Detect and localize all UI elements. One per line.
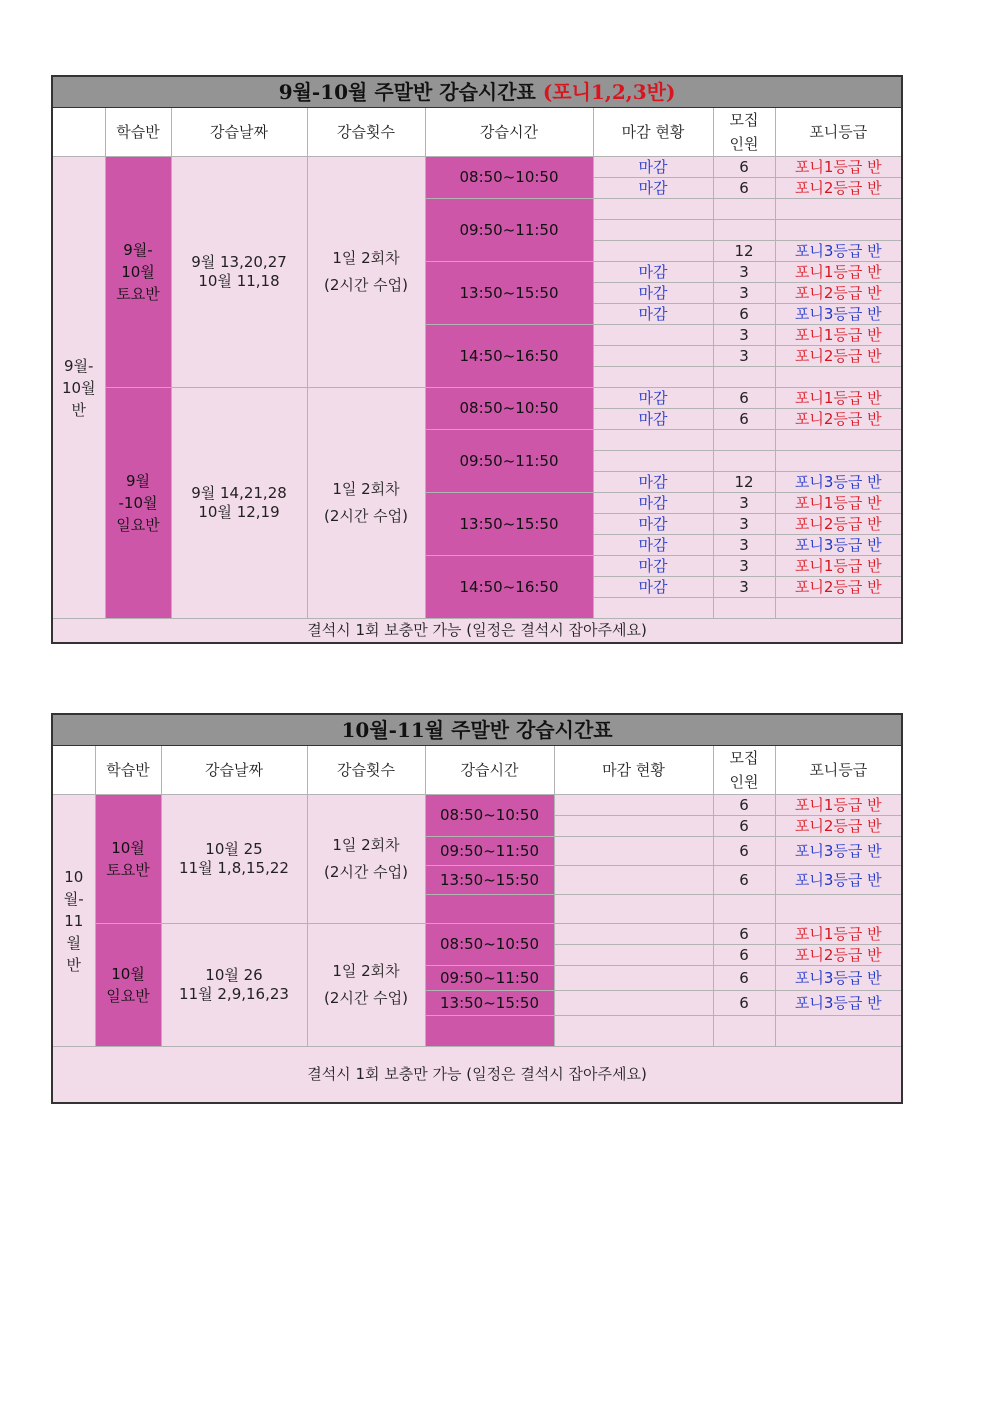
status-cell: 마감 — [593, 514, 713, 535]
header-grade: 포니등급 — [775, 746, 902, 795]
recruit-cell — [713, 1016, 775, 1047]
recruit-cell: 6 — [713, 388, 775, 409]
title-highlight: (포니1,2,3반) — [542, 79, 676, 104]
table-title — [52, 76, 902, 108]
grade-cell: 포니1등급 반 — [775, 388, 902, 409]
grade-cell — [775, 451, 902, 472]
grade-cell: 포니2등급 반 — [775, 816, 902, 837]
dates-sunday: 9월 14,21,28 10월 12,19 — [171, 388, 307, 619]
status-cell — [554, 816, 713, 837]
grade-cell: 포니3등급 반 — [775, 535, 902, 556]
recruit-cell: 6 — [713, 795, 775, 816]
recruit-cell — [713, 367, 775, 388]
header-count: 강습횟수 — [307, 746, 425, 795]
recruit-cell — [713, 598, 775, 619]
header-recruit: 모집 인원 — [713, 108, 775, 157]
recruit-cell: 3 — [713, 262, 775, 283]
grade-cell: 포니3등급 반 — [775, 866, 902, 895]
time-slot: 08:50~10:50 — [425, 157, 593, 199]
status-cell: 마감 — [593, 157, 713, 178]
status-cell — [593, 325, 713, 346]
recruit-cell: 3 — [713, 535, 775, 556]
recruit-cell: 6 — [713, 178, 775, 199]
recruit-cell: 6 — [713, 866, 775, 895]
dates-saturday: 9월 13,20,27 10월 11,18 — [171, 157, 307, 388]
status-cell: 마감 — [593, 472, 713, 493]
recruit-cell: 3 — [713, 577, 775, 598]
recruit-cell: 3 — [713, 325, 775, 346]
grade-cell — [775, 1016, 902, 1047]
grade-cell — [775, 895, 902, 924]
header-dates: 강습날짜 — [161, 746, 307, 795]
status-cell — [554, 866, 713, 895]
grade-cell: 포니1등급 반 — [775, 795, 902, 816]
title-text: 9월-10월 주말반 강습시간표 — [278, 79, 536, 104]
header-status: 마감 현황 — [593, 108, 713, 157]
grade-cell: 포니2등급 반 — [775, 945, 902, 966]
recruit-cell — [713, 199, 775, 220]
recruit-cell: 6 — [713, 924, 775, 945]
recruit-cell: 6 — [713, 966, 775, 991]
status-cell — [554, 895, 713, 924]
header-recruit: 모집 인원 — [713, 746, 775, 795]
recruit-cell — [713, 451, 775, 472]
grade-cell: 포니3등급 반 — [775, 241, 902, 262]
count-saturday: 1일 2회차 (2시간 수업) — [307, 157, 425, 388]
schedule-table-oct-nov — [51, 713, 903, 1104]
dates-saturday: 10월 25 11월 1,8,15,22 — [161, 795, 307, 924]
grade-cell: 포니3등급 반 — [775, 472, 902, 493]
header-status: 마감 현황 — [554, 746, 713, 795]
status-cell — [593, 346, 713, 367]
recruit-cell: 6 — [713, 157, 775, 178]
count-sunday: 1일 2회차 (2시간 수업) — [307, 924, 425, 1047]
status-cell — [554, 991, 713, 1016]
grade-cell: 포니2등급 반 — [775, 346, 902, 367]
grade-cell — [775, 220, 902, 241]
grade-cell: 포니1등급 반 — [775, 325, 902, 346]
header-empty — [52, 746, 95, 795]
status-cell — [593, 199, 713, 220]
header-grade: 포니등급 — [775, 108, 902, 157]
status-cell — [554, 795, 713, 816]
status-cell: 마감 — [593, 178, 713, 199]
status-cell — [593, 241, 713, 262]
grade-cell: 포니1등급 반 — [775, 493, 902, 514]
count-sunday: 1일 2회차 (2시간 수업) — [307, 388, 425, 619]
grade-cell — [775, 199, 902, 220]
header-empty — [52, 108, 105, 157]
status-cell — [554, 837, 713, 866]
status-cell — [554, 1016, 713, 1047]
grade-cell: 포니2등급 반 — [775, 577, 902, 598]
status-cell: 마감 — [593, 388, 713, 409]
time-slot: 13:50~15:50 — [425, 493, 593, 556]
header-class: 학습반 — [105, 108, 171, 157]
grade-cell: 포니2등급 반 — [775, 178, 902, 199]
grade-cell: 포니1등급 반 — [775, 262, 902, 283]
recruit-cell: 6 — [713, 837, 775, 866]
recruit-cell: 6 — [713, 991, 775, 1016]
time-slot: 09:50~11:50 — [425, 430, 593, 493]
time-slot: 14:50~16:50 — [425, 325, 593, 388]
time-slot: 08:50~10:50 — [425, 795, 554, 837]
header-class: 학습반 — [95, 746, 161, 795]
recruit-cell: 3 — [713, 556, 775, 577]
recruit-cell: 3 — [713, 346, 775, 367]
recruit-cell: 12 — [713, 241, 775, 262]
status-cell: 마감 — [593, 262, 713, 283]
status-cell: 마감 — [593, 283, 713, 304]
status-cell: 마감 — [593, 535, 713, 556]
time-slot — [425, 895, 554, 924]
status-cell: 마감 — [593, 577, 713, 598]
class-saturday: 9월- 10월 토요반 — [105, 157, 171, 388]
time-slot: 08:50~10:50 — [425, 388, 593, 430]
recruit-cell: 3 — [713, 283, 775, 304]
recruit-cell: 6 — [713, 304, 775, 325]
status-cell — [554, 945, 713, 966]
recruit-cell: 3 — [713, 514, 775, 535]
period-cell: 9월- 10월 반 — [52, 157, 105, 619]
status-cell — [593, 598, 713, 619]
grade-cell: 포니3등급 반 — [775, 966, 902, 991]
time-slot: 14:50~16:50 — [425, 556, 593, 619]
period-cell: 10 월- 11 월 반 — [52, 795, 95, 1047]
recruit-cell: 3 — [713, 493, 775, 514]
grade-cell — [775, 430, 902, 451]
table-title — [52, 714, 902, 746]
class-saturday: 10월 토요반 — [95, 795, 161, 924]
schedule-table-sep-oct — [51, 75, 903, 644]
status-cell: 마감 — [593, 556, 713, 577]
recruit-cell — [713, 220, 775, 241]
time-slot — [425, 1016, 554, 1047]
time-slot: 09:50~11:50 — [425, 837, 554, 866]
grade-cell: 포니2등급 반 — [775, 283, 902, 304]
grade-cell — [775, 598, 902, 619]
grade-cell: 포니1등급 반 — [775, 556, 902, 577]
status-cell: 마감 — [593, 409, 713, 430]
time-slot: 08:50~10:50 — [425, 924, 554, 966]
status-cell — [593, 367, 713, 388]
header-count: 강습횟수 — [307, 108, 425, 157]
time-slot: 13:50~15:50 — [425, 262, 593, 325]
absence-note: 결석시 1회 보충만 가능 (일정은 결석시 잡아주세요) — [52, 1047, 902, 1103]
status-cell — [554, 924, 713, 945]
count-saturday: 1일 2회차 (2시간 수업) — [307, 795, 425, 924]
status-cell: 마감 — [593, 493, 713, 514]
time-slot: 09:50~11:50 — [425, 966, 554, 991]
grade-cell: 포니2등급 반 — [775, 514, 902, 535]
grade-cell: 포니3등급 반 — [775, 837, 902, 866]
time-slot: 09:50~11:50 — [425, 199, 593, 262]
grade-cell: 포니2등급 반 — [775, 409, 902, 430]
header-time: 강습시간 — [425, 746, 554, 795]
recruit-cell: 6 — [713, 409, 775, 430]
status-cell — [593, 430, 713, 451]
title-text: 10월-11월 주말반 강습시간표 — [341, 717, 613, 742]
absence-note: 결석시 1회 보충만 가능 (일정은 결석시 잡아주세요) — [52, 619, 902, 643]
grade-cell: 포니3등급 반 — [775, 304, 902, 325]
status-cell: 마감 — [593, 304, 713, 325]
time-slot: 13:50~15:50 — [425, 866, 554, 895]
grade-cell: 포니1등급 반 — [775, 924, 902, 945]
class-sunday: 9월 -10월 일요반 — [105, 388, 171, 619]
recruit-cell: 6 — [713, 945, 775, 966]
grade-cell — [775, 367, 902, 388]
recruit-cell — [713, 895, 775, 924]
status-cell — [593, 451, 713, 472]
class-sunday: 10월 일요반 — [95, 924, 161, 1047]
header-time: 강습시간 — [425, 108, 593, 157]
grade-cell: 포니1등급 반 — [775, 157, 902, 178]
recruit-cell: 6 — [713, 816, 775, 837]
status-cell — [593, 220, 713, 241]
recruit-cell — [713, 430, 775, 451]
status-cell — [554, 966, 713, 991]
dates-sunday: 10월 26 11월 2,9,16,23 — [161, 924, 307, 1047]
recruit-cell: 12 — [713, 472, 775, 493]
time-slot: 13:50~15:50 — [425, 991, 554, 1016]
header-dates: 강습날짜 — [171, 108, 307, 157]
grade-cell: 포니3등급 반 — [775, 991, 902, 1016]
